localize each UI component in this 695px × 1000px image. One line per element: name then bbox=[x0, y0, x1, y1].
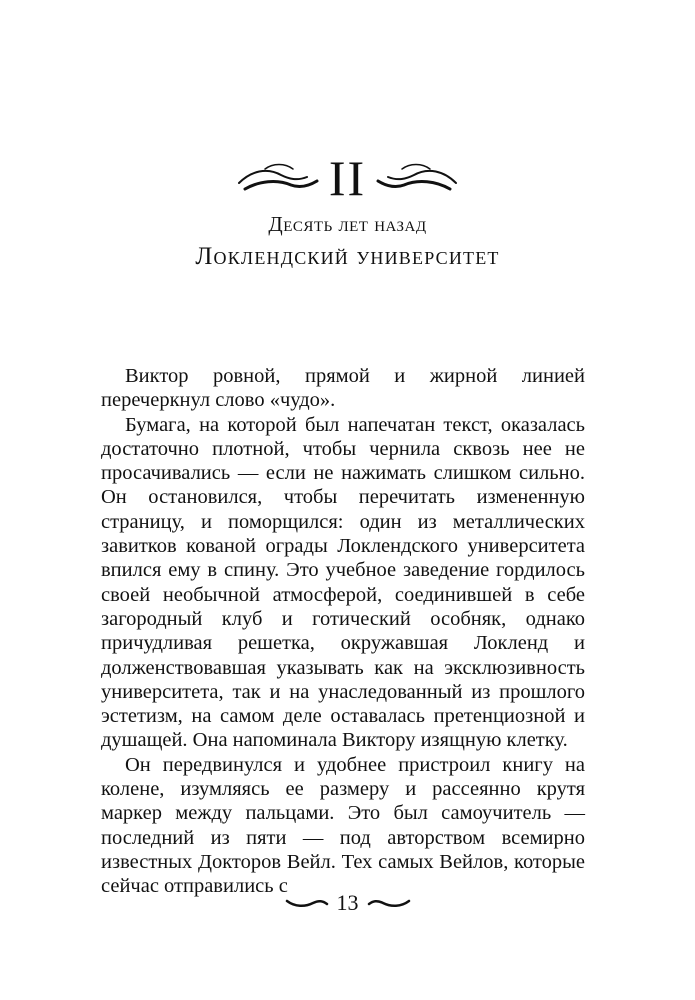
tilde-dash-left-icon bbox=[285, 896, 329, 910]
chapter-number: II bbox=[328, 150, 367, 206]
page-number: 13 bbox=[336, 890, 359, 915]
page-footer bbox=[0, 885, 695, 921]
body-text bbox=[101, 364, 585, 899]
ornament-left-icon bbox=[237, 161, 319, 195]
paragraph: Он передвинулся и удобнее пристроил книгу на колене, изумляясь ее размеру и рассеянно крутя маркер между пальцами. Это был самоучитель — последний из пяти — под авторством всемирно известных Докторов Вейл. Тех самых Вейлов, которые сейчас отправились с bbox=[101, 753, 585, 898]
chapter-subtitle: Десять лет назад bbox=[268, 212, 427, 236]
paragraph: Бумага, на которой был напечатан текст, оказалась достаточно плотной, чтобы чернила сквозь нее не просачивались — если не нажимать слишком сильно. Он остановился, чтобы перечитать измененную страницу, и поморщился: один из металлических завитков кованой ограды Локлендского университета впился ему в спину. Это учебное заведение гордилось своей необычной атмосферой, соединившей в себе загородный клуб и готический особняк, однако причудливая решетка, окружавшая Локленд и долженствовавшая указывать как на эксклюзивность университета, так и на унаследованный из прошлого эстетизм, на самом деле оставалась претенциозной и душащей. Она напоминала Виктору изящную клетку. bbox=[101, 413, 585, 752]
chapter-heading bbox=[0, 148, 695, 208]
chapter-place: Локлендский университет bbox=[195, 243, 500, 270]
ornament-right-icon bbox=[376, 161, 458, 195]
paragraph: Виктор ровной, прямой и жирной линией перечеркнул слово «чудо». bbox=[101, 365, 585, 412]
tilde-dash-right-icon bbox=[367, 896, 411, 910]
